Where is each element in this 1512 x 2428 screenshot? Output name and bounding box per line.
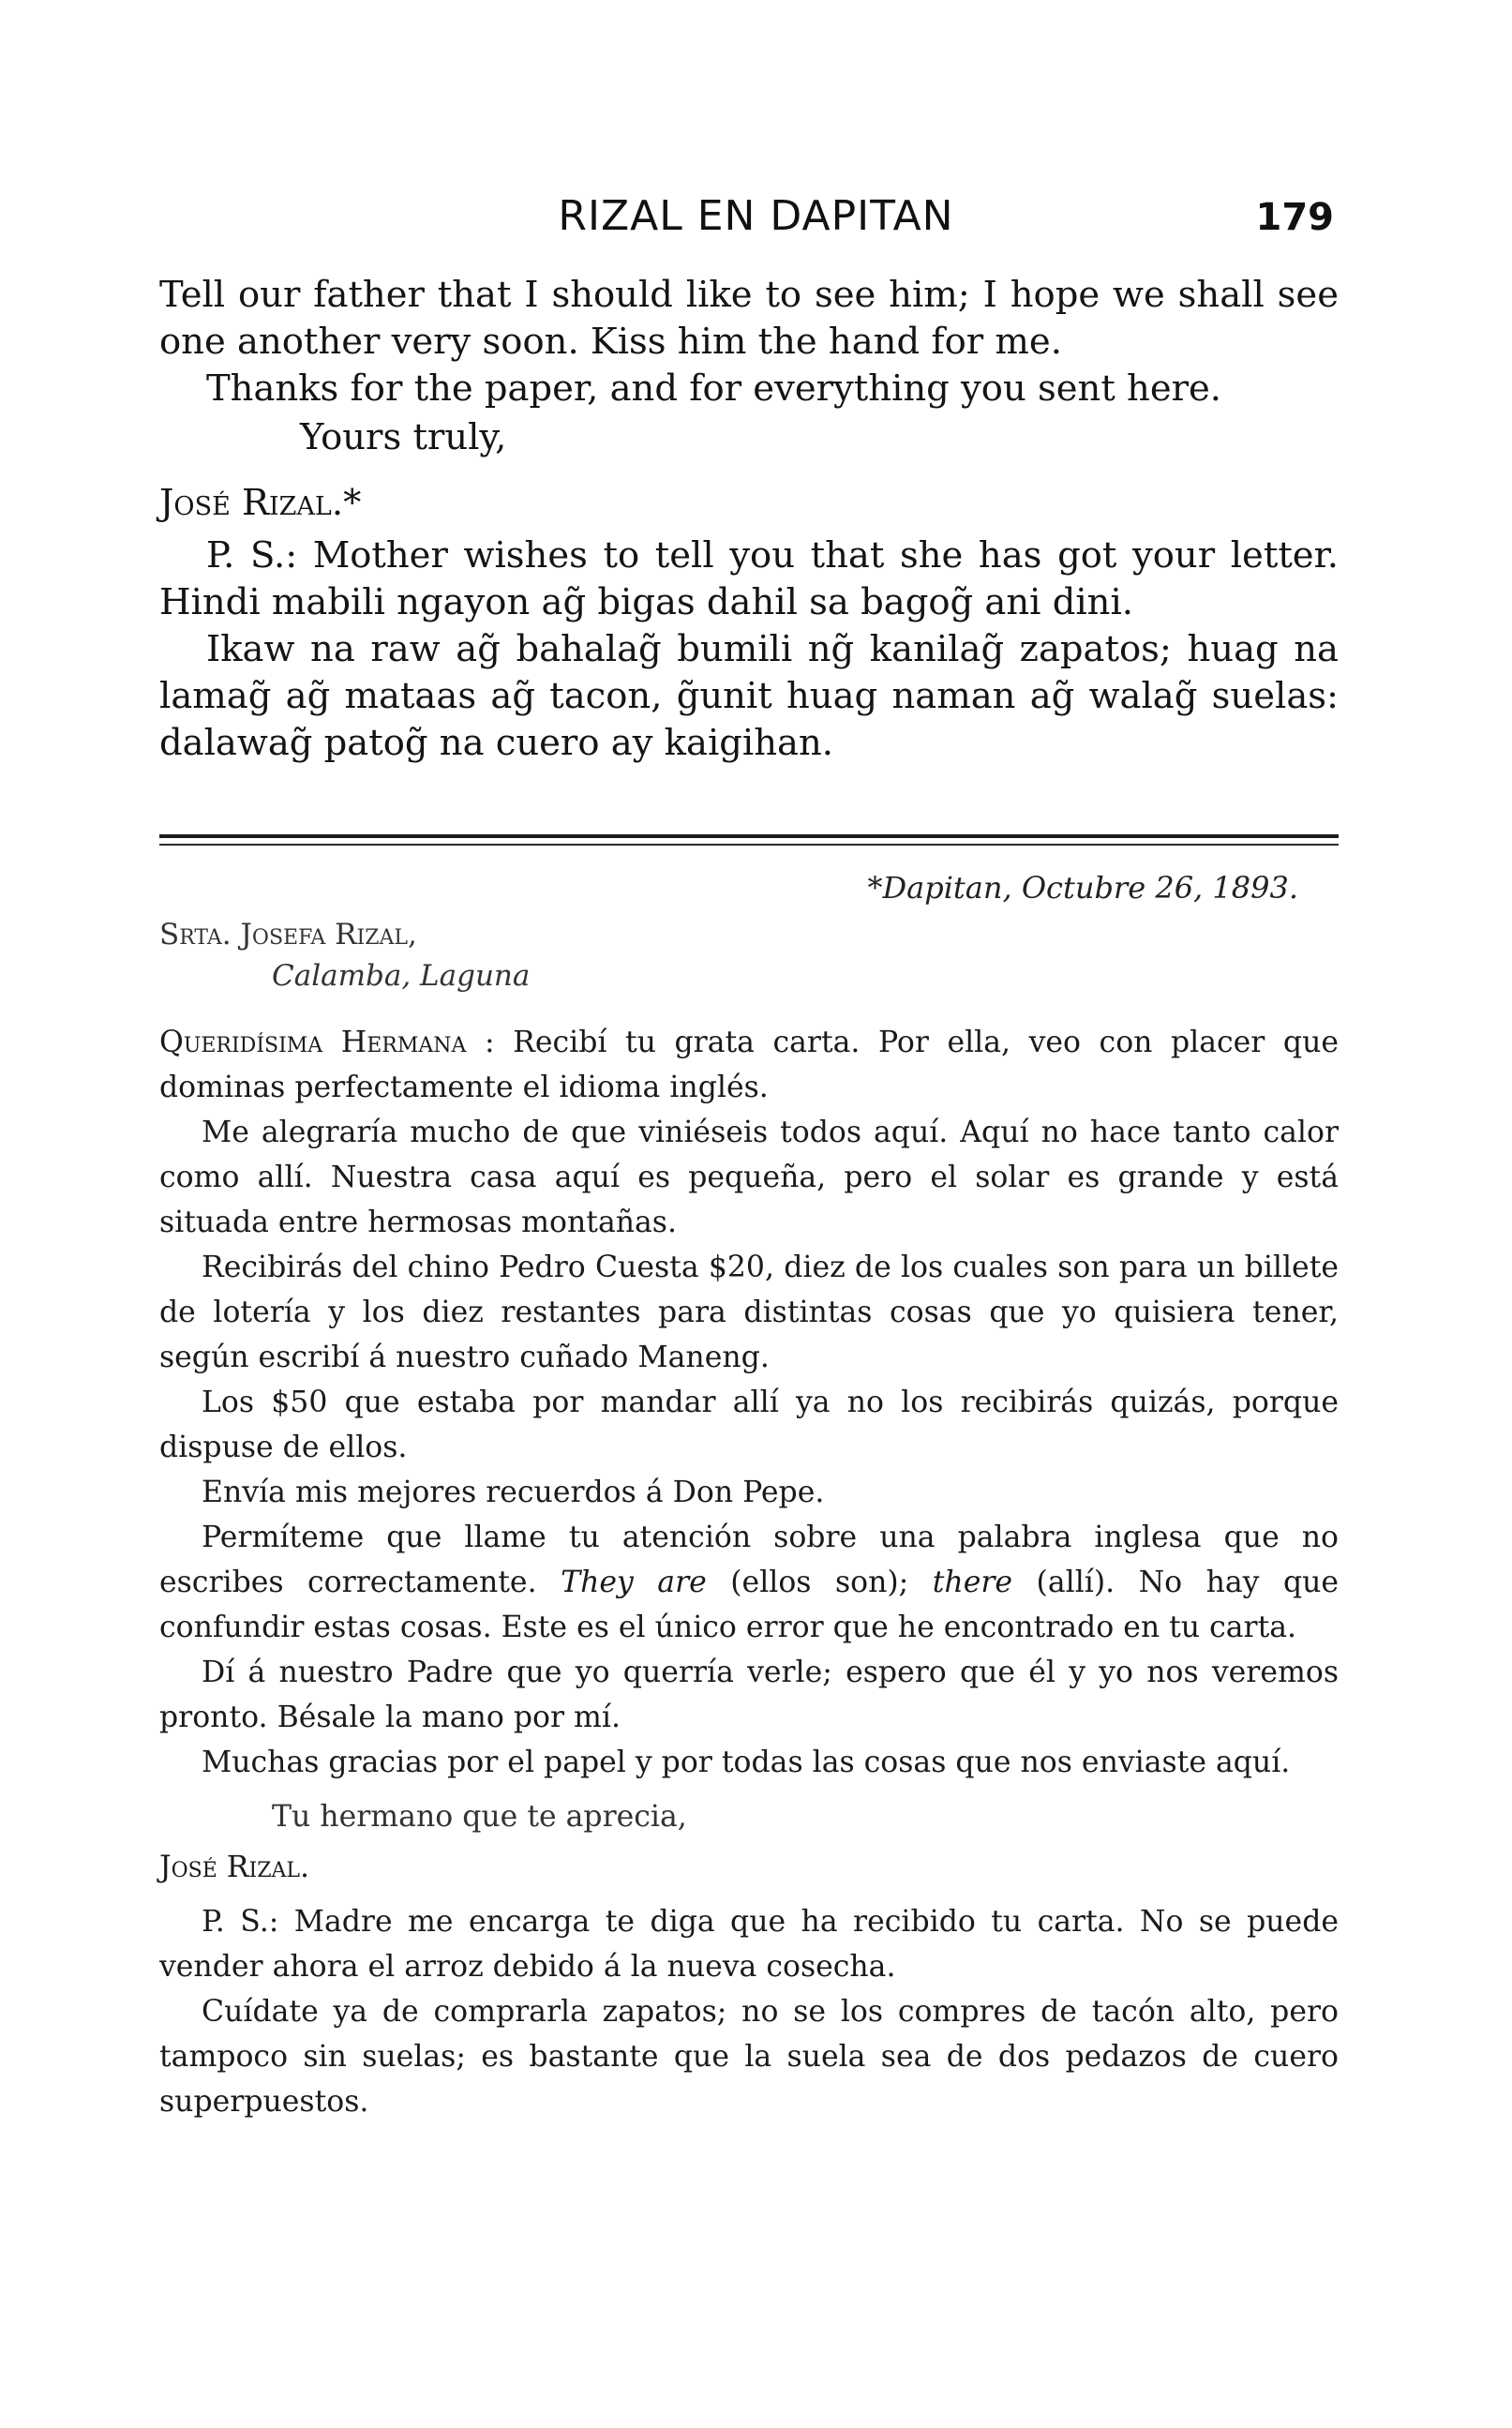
paragraph: Dí á nuestro Padre que yo querría verle; espero que él y yo nos veremos pronto. Bésale la mano por mí.	[159, 1656, 1339, 1734]
divider-rule	[159, 834, 1339, 838]
paragraph-text: (ellos son);	[730, 1566, 909, 1599]
tagalog-paragraph: Ikaw na raw ag̃ bahalag̃ bumili ng̃ kanilag̃ zapatos; huag na lamag̃ ag̃ mataas ag̃ tacon, g̃unit huag naman ag̃ walag̃ suelas: dalawag̃ patog̃ na cuero ay kaigihan.	[159, 628, 1339, 764]
signature: José Rizal.*	[159, 482, 362, 524]
signature: José Rizal.	[159, 1851, 310, 1884]
english-letter	[159, 272, 1339, 767]
paragraph: Tell our father that I should like to see him; I hope we shall see one another very soon. Kiss him the hand for me.	[159, 274, 1339, 363]
paragraph-text: Permíteme que llame tu atención sobre una palabra inglesa que no escribes correctamente.	[159, 1521, 1339, 1599]
salutation: Queridísima Hermana	[159, 1026, 467, 1059]
paragraph	[159, 1515, 1339, 1650]
paragraph: Me alegraría mucho de que viniéseis todos aquí. Aquí no hace tanto calor como allí. Nuestra casa aquí es pequeña, pero el solar es grande y está situada entre hermosas montañas.	[159, 1116, 1339, 1239]
paragraph: Cuídate ya de comprarla zapatos; no se los compres de tacón alto, pero tampoco sin suelas; es bastante que la suela sea de dos pedazos de cuero superpuestos.	[159, 1995, 1339, 2119]
paragraph-text: (allí). No hay que confundir estas cosas. Este es el único error que he encontrado en tu carta.	[159, 1566, 1340, 1644]
italic-phrase: They are	[561, 1566, 707, 1599]
dateline: *Dapitan, Octubre 26, 1893.	[867, 870, 1298, 906]
divider-rule-thin	[159, 844, 1339, 846]
spanish-letter	[159, 1020, 1339, 2124]
running-title: RIZAL EN DAPITAN	[558, 192, 954, 240]
addressee-name: Srta. Josefa Rizal,	[159, 918, 417, 952]
addressee	[159, 914, 530, 997]
postscript: P. S.: Mother wishes to tell you that she has got your letter. Hindi mabili ngayon ag̃ bigas dahil sa bagog̃ ani dini.	[159, 534, 1339, 623]
closing: Yours truly,	[300, 416, 507, 458]
closing: Tu hermano que te aprecia,	[272, 1800, 687, 1834]
paragraph: Envía mis mejores recuerdos á Don Pepe.	[202, 1476, 825, 1509]
addressee-place: Calamba, Laguna	[272, 959, 531, 993]
italic-phrase: there	[932, 1566, 1013, 1599]
paragraph: Recibirás del chino Pedro Cuesta $20, diez de los cuales son para un billete de lotería y los diez restantes para distintas cosas que yo quisiera tener, según escribí á nuestro cuñado Maneng.	[159, 1251, 1339, 1374]
page-number: 179	[1255, 196, 1334, 239]
paragraph	[159, 1020, 1339, 1110]
postscript: P. S.: Madre me encarga te diga que ha recibido tu carta. No se puede vender ahora el arroz debido á la nueva cosecha.	[159, 1905, 1339, 1984]
page-header	[0, 192, 1512, 258]
paragraph: Los $50 que estaba por mandar allí ya no los recibirás quizás, porque dispuse de ellos.	[159, 1386, 1339, 1464]
paragraph-text: : Recibí tu grata carta. Por ella, veo con placer que dominas perfectamente el idioma inglés.	[159, 1026, 1340, 1104]
paragraph: Muchas gracias por el papel y por todas las cosas que nos enviaste aquí.	[202, 1746, 1291, 1779]
paragraph: Thanks for the paper, and for everything you sent here.	[206, 367, 1222, 410]
